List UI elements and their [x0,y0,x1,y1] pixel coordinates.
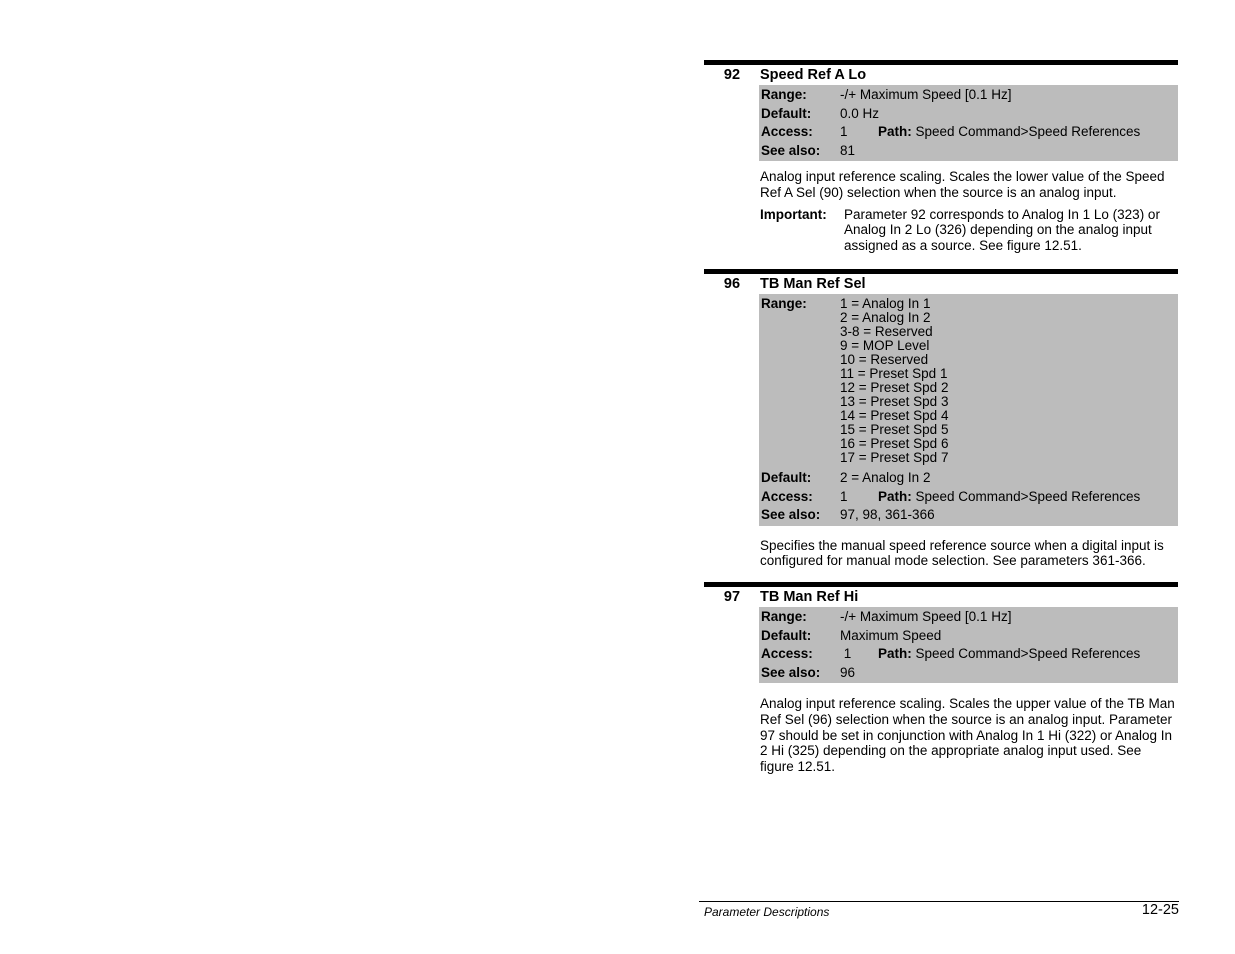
parameter-96 [704,269,1178,569]
parameter-header [704,65,1178,85]
parameter-attributes [759,607,1178,683]
important-text: Parameter 92 corresponds to Analog In 1 Lo (323) or Analog In 2 Lo (326) depending on the analog input assigned as a source. See figure 12.51. [844,206,1160,254]
access-row [761,123,1176,142]
access-label: Access: [761,646,813,661]
range-option: 3-8 = Reserved [840,324,933,339]
path-label: Path: [878,646,912,661]
parameter-number: 92 [723,67,741,83]
important-label: Important: [760,206,827,222]
access-value: 1 [840,646,852,661]
parameter-name: TB Man Ref Sel [760,276,866,292]
path-label: Path: [878,124,912,139]
range-option: 13 = Preset Spd 3 [840,394,949,409]
parameter-attributes [759,294,1178,526]
parameter-description: Specifies the manual speed reference source when a digital input is configured for manual mode selection. See parameters 361-366. [760,537,1164,569]
access-label: Access: [761,124,813,139]
range-row [761,608,1176,627]
range-options-list [840,295,1176,469]
range-option: 2 = Analog In 2 [840,310,931,325]
range-label: Range: [761,609,807,624]
access-row [761,488,1176,507]
access-path-value [840,488,1176,507]
default-row [761,105,1176,124]
range-value: -/+ Maximum Speed [0.1 Hz] [840,609,1012,624]
range-option: 1 = Analog In 1 [840,296,931,311]
parameter-number: 97 [723,589,741,605]
see-also-value: 81 [840,142,856,158]
access-label: Access: [761,488,813,504]
see-also-label: See also: [761,664,821,680]
see-also-value: 96 [840,664,856,680]
access-value: 1 [840,124,848,139]
parameter-attributes [759,85,1178,161]
range-option: 15 = Preset Spd 5 [840,422,949,437]
range-option: 12 = Preset Spd 2 [840,380,949,395]
parameter-header [704,587,1178,607]
range-option: 16 = Preset Spd 6 [840,436,949,451]
range-option: 11 = Preset Spd 1 [840,366,948,381]
range-row [761,86,1176,105]
path-value: Speed Command>Speed References [915,646,1141,661]
access-row [761,645,1176,664]
access-path-value [840,123,1176,142]
default-value: 2 = Analog In 2 [840,470,931,485]
range-value: -/+ Maximum Speed [0.1 Hz] [840,87,1012,102]
default-value: 0.0 Hz [840,105,880,121]
range-option: 17 = Preset Spd 7 [840,450,949,465]
parameter-92 [704,60,1178,254]
range-label: Range: [761,87,807,102]
see-also-label: See also: [761,507,821,522]
range-option: 14 = Preset Spd 4 [840,408,949,423]
see-also-value: 97, 98, 361-366 [840,507,935,522]
parameter-description: Analog input reference scaling. Scales the upper value of the TB Man Ref Sel (96) selection when the source is an analog input. Parameter 97 should be set in conjunction with Analog In 1 Hi (322) or Analog In 2 Hi (325) depending on the appropriate analog input used. See figure 12.51. [760,696,1175,775]
see-also-row [761,664,1176,683]
range-row [761,295,1176,469]
parameter-header [704,274,1178,294]
default-value: Maximum Speed [840,627,942,643]
parameter-name: TB Man Ref Hi [760,589,859,605]
range-option: 10 = Reserved [840,352,929,367]
footer-section-title: Parameter Descriptions [704,905,830,919]
page-footer [699,901,1179,919]
parameter-97 [704,582,1178,775]
parameter-description: Analog input reference scaling. Scales the lower value of the Speed Ref A Sel (90) selection when the source is an analog input. [760,169,1165,200]
range-option: 9 = MOP Level [840,338,930,353]
default-row [761,469,1176,488]
see-also-row [761,506,1176,525]
default-label: Default: [761,627,812,643]
default-row [761,627,1176,646]
range-label: Range: [761,296,807,311]
path-value: Speed Command>Speed References [915,488,1141,504]
path-value: Speed Command>Speed References [915,124,1141,139]
access-value: 1 [840,488,848,504]
default-label: Default: [761,105,812,121]
parameter-name: Speed Ref A Lo [760,67,867,83]
parameter-number: 96 [723,276,741,292]
see-also-row [761,142,1176,161]
see-also-label: See also: [761,142,821,158]
path-label: Path: [878,488,912,504]
important-note [760,207,1178,254]
default-label: Default: [761,470,812,485]
page-number: 12-25 [1141,902,1179,918]
access-path-value [840,645,1176,664]
